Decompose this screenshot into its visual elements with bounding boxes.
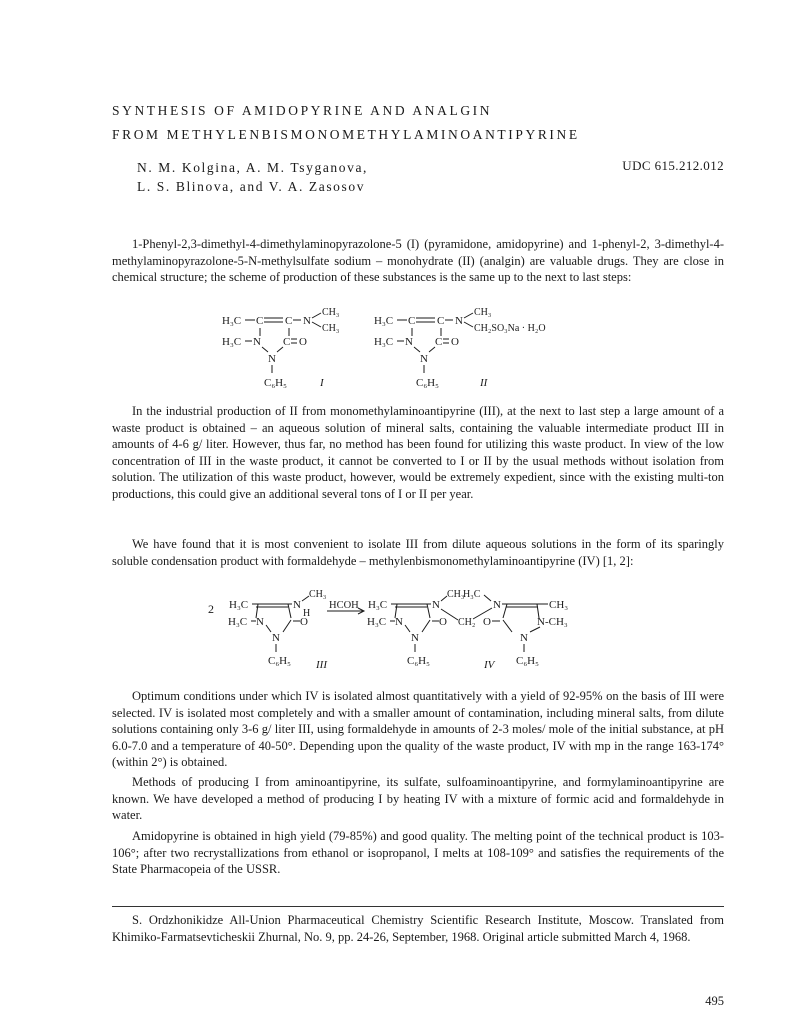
s1-i-h3c-top: H₃C — [222, 315, 242, 327]
s1-i-o: O — [299, 336, 307, 348]
bond — [312, 313, 321, 318]
s2-iii-h3c-bottom: H₃C — [228, 616, 248, 628]
s2-iv-o-right: O — [483, 616, 491, 628]
bond — [283, 620, 291, 632]
s2-iv-nch3-right: N-CH₃ — [537, 616, 568, 628]
s2-iii-h3c-top: H₃C — [229, 599, 249, 611]
label-compound-iv: IV — [484, 659, 495, 671]
bond — [266, 625, 271, 632]
bond — [464, 313, 473, 318]
s2-iv-n-right: N — [493, 599, 501, 611]
s1-i-h3c-bottom: H₃C — [222, 336, 242, 348]
footnote-affiliation: S. Ordzhonikidze All-Union Pharmaceutical Chemistry Scientific Research Institute, Moscow. Translated from Khimiko-Farmatsevticheskii Zhurnal, No. 9, pp. 24-26, September, 1968. Original article submitted March 4, 1968. — [112, 913, 724, 944]
paragraph-yield: Amidopyrine is obtained in high yield (79-85%) and good quality. The melting point of the technical product is 103-106°; after two recrystallizations from ethanol or isopropanol, I melts at 108-109° and satisfies the requirements of the State Pharmacopeia of the USSR. — [112, 829, 724, 877]
s2-iv-n1-left: N — [395, 616, 403, 628]
bond — [503, 604, 507, 618]
s1-ii-c-carbonyl: C — [435, 336, 443, 348]
bond — [288, 604, 291, 618]
s2-iv-h3c-left-top: H₃C — [368, 599, 388, 611]
s2-iii-ch3: CH₃ — [309, 589, 327, 600]
s1-ii-h3c-top: H₃C — [374, 315, 394, 327]
bond — [277, 347, 283, 352]
s2-iv-h3c-right-n: H₃C — [463, 589, 481, 600]
s1-ii-n1: N — [405, 336, 413, 348]
bond — [262, 347, 268, 352]
reagent-formaldehyde: HCOH — [329, 600, 359, 611]
s1-i-c6h5: C₆H₅ — [264, 377, 287, 389]
s2-iii-o: O — [300, 616, 308, 628]
paragraph-methods: Methods of producing I from aminoantipyrine, its sulfate, sulfoaminoantipyrine, and formylaminoantipyrine are known. We have developed a method of producing I by heating IV with a mixture of formic acid and formaldehyde in water. — [112, 775, 724, 823]
paragraph-industrial-production: In the industrial production of II from monomethylaminoantipyrine (III), at the next to last step a large amount of a waste product is obtained – an aqueous solution of mineral salts, containing the valuable intermediate product III in amounts of 4-6 g/ liter. However, thus far, no method has been found for utilizing this waste product. In view of the low concentration of III in the waste product, it cannot be converted to I or II by the usual methods without isolation from solution. The utilization of this waste product, however, would be extremely expedient, since with the existing multi-ton productions, this could give an additional several tons of I or II per year. — [112, 404, 724, 501]
s2-iii-c6h5: C₆H₅ — [268, 655, 291, 667]
s2-iii-n1: N — [256, 616, 264, 628]
bond — [405, 625, 410, 632]
s2-iv-o-left: O — [439, 616, 447, 628]
s1-ii-n-amine: N — [455, 315, 463, 327]
s2-iii-n: N — [293, 599, 301, 611]
s1-i-ch3-a: CH₃ — [322, 307, 340, 318]
s1-ii-c6h5: C₆H₅ — [416, 377, 439, 389]
s1-ii-o: O — [451, 336, 459, 348]
s1-i-n-amine: N — [303, 315, 311, 327]
s2-iv-h3c-left-bottom: H₃C — [367, 616, 387, 628]
authors-line-2: L. S. Blinova, and V. A. Zasosov — [137, 179, 366, 194]
s2-coefficient: 2 — [208, 602, 214, 616]
label-compound-i: I — [320, 377, 324, 389]
s1-i-n1: N — [253, 336, 261, 348]
label-compound-iii: III — [316, 659, 327, 671]
s1-ii-ch2so3na: CH₂SO₃Na · H₂O — [474, 323, 546, 334]
bond — [427, 604, 430, 618]
s2-iii-n2: N — [272, 632, 280, 644]
footnote-divider — [112, 906, 724, 907]
s1-i-c4: C — [256, 315, 264, 327]
paragraph-optimum-conditions: Optimum conditions under which IV is isolated almost quantitatively with a yield of 92-95% on the basis of III were selected. IV is isolated most completely and with a smaller amount of contamination, including mineral salts, from dilute solutions containing only 3-6 g/ liter III, using formaldehyde in amounts of 2-3 moles/ mole of the initial substance, at pH 6.0-7.0 and a temperature of 40-50°. Depending upon the quality of the waste product, IV with mp in the range 163-174° (within 2°) is obtained. — [112, 689, 724, 770]
bond — [503, 620, 512, 632]
s2-iv-n-left: N — [432, 599, 440, 611]
bond — [429, 347, 435, 352]
s2-iv-ch3-right: CH₃ — [549, 599, 569, 611]
bond — [414, 347, 420, 352]
s1-i-ch3-b: CH₃ — [322, 323, 340, 334]
s2-iv-n2-left: N — [411, 632, 419, 644]
s1-ii-n2: N — [420, 353, 428, 365]
authors-line-1: N. M. Kolgina, A. M. Tsyganova, — [137, 160, 369, 175]
s2-iii-h: H — [303, 608, 311, 619]
authors — [137, 158, 368, 196]
bond — [312, 322, 321, 327]
article-title-line-2: FROM METHYLENBISMONOMETHYLAMINOANTIPYRINE — [112, 127, 580, 142]
s2-iv-n2-right: N — [520, 632, 528, 644]
s2-iv-c6h5-left: C₆H₅ — [407, 655, 430, 667]
paragraph-intro: 1-Phenyl-2,3-dimethyl-4-dimethylaminopyrazolone-5 (I) (pyramidone, amidopyrine) and 1-phenyl-2, 3-dimethyl-4-methylaminopyrazolone-5-N-methylsulfate sodium – monohydrate (II) (analgin) are valuable drugs. They are close in chemical structure; the scheme of production of these substances is the same up to the next to last steps: — [112, 237, 724, 285]
s2-iv-c6h5-right: C₆H₅ — [516, 655, 539, 667]
s1-ii-c4: C — [408, 315, 416, 327]
article-title-line-1: SYNTHESIS OF AMIDOPYRINE AND ANALGIN — [112, 103, 493, 118]
bond — [530, 627, 540, 632]
udc-code: UDC 615.212.012 — [622, 158, 724, 173]
label-compound-ii: II — [480, 377, 488, 389]
s1-i-c-carbonyl: C — [283, 336, 291, 348]
bond — [464, 322, 473, 327]
bond — [484, 595, 491, 601]
reaction-scheme-formaldehyde-condensation — [0, 580, 796, 676]
bond — [302, 596, 309, 601]
s2-iv-ch2-bridge: CH₂ — [458, 617, 476, 628]
s2-iv-ch3-left: CH₃ — [447, 589, 465, 600]
s1-i-c5: C — [285, 315, 293, 327]
s1-ii-h3c-bottom: H₃C — [374, 336, 394, 348]
paragraph-isolation: We have found that it is most convenient to isolate III from dilute aqueous solutions in the form of its sparingly soluble condensation product with formaldehyde – methylenbismonomethylaminoantipyrine (IV) [1, 2]: — [112, 537, 724, 568]
s1-ii-c5: C — [437, 315, 445, 327]
page-number: 495 — [705, 994, 724, 1008]
bond — [422, 620, 430, 632]
s1-i-n2: N — [268, 353, 276, 365]
structure-scheme-amidopyrine-analgin — [0, 300, 796, 392]
s1-ii-ch3: CH₃ — [474, 307, 492, 318]
